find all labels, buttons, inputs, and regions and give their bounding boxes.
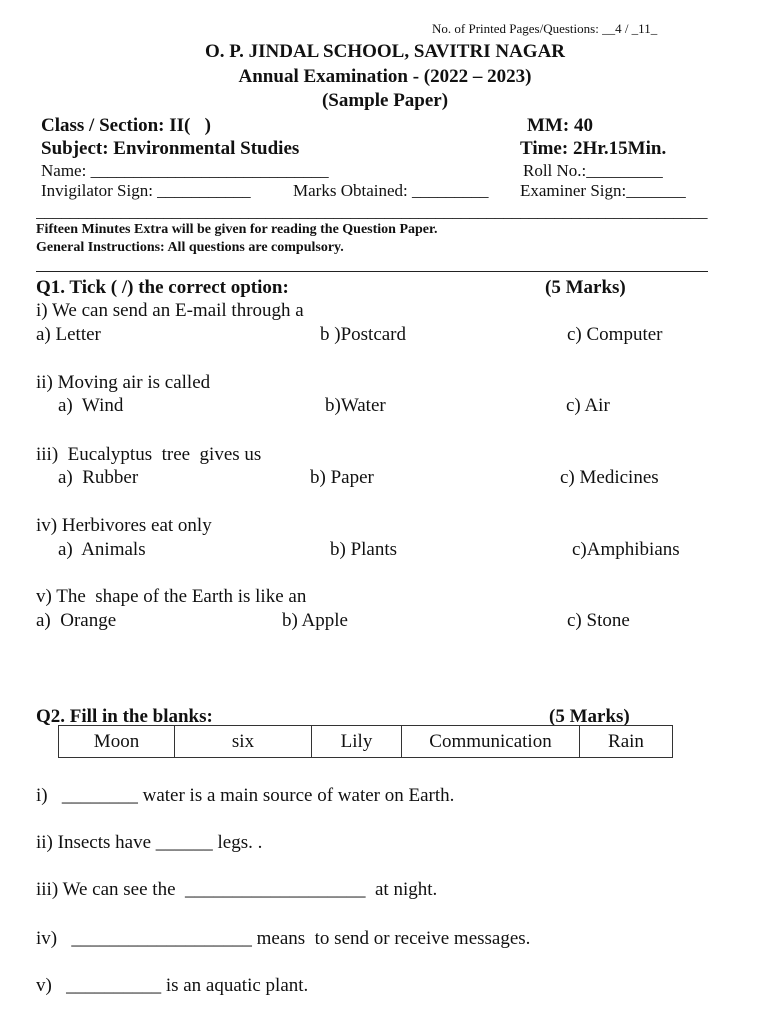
q1-question: iv) Herbivores eat only xyxy=(36,515,212,536)
q2-title: Q2. Fill in the blanks: xyxy=(36,706,213,727)
q1-option-a: a) Orange xyxy=(36,610,117,631)
max-marks: MM: 40 xyxy=(527,115,593,136)
invigilator-sign: Invigilator Sign: ___________ xyxy=(41,181,251,200)
q1-option-c: c) Air xyxy=(566,395,610,416)
q1-option-a: a) Rubber xyxy=(58,467,139,488)
q2-blank-item: iv) ___________________ means to send or receive messages. xyxy=(36,928,531,949)
q1-option-b: b) Plants xyxy=(330,539,398,560)
q1-option-c: c) Medicines xyxy=(560,467,659,488)
q2-blank-item: v) __________ is an aquatic plant. xyxy=(36,975,309,996)
extra-time-note: Fifteen Minutes Extra will be given for reading the Question Paper. xyxy=(36,222,438,237)
exam-time: Time: 2Hr.15Min. xyxy=(520,138,667,159)
word-bank-cell: Rain xyxy=(580,726,673,758)
q1-option-a: a) Animals xyxy=(58,539,146,560)
q1-option-b: b)Water xyxy=(325,395,386,416)
section-divider xyxy=(36,271,708,272)
q1-option-b: b )Postcard xyxy=(320,324,407,345)
q2-marks: (5 Marks) xyxy=(549,706,630,727)
general-instructions: General Instructions: All questions are compulsory. xyxy=(36,240,344,255)
word-bank-cell: Communication xyxy=(402,726,580,758)
q2-blank-item: ii) Insects have ______ legs. . xyxy=(36,832,263,853)
exam-title: Annual Examination - (2022 – 2023) xyxy=(238,66,532,87)
q1-option-b: b) Apple xyxy=(282,610,348,631)
word-bank-cell: Moon xyxy=(59,726,175,758)
subject: Subject: Environmental Studies xyxy=(41,138,300,159)
word-bank-table xyxy=(58,725,673,758)
class-section: Class / Section: II( ) xyxy=(41,115,211,136)
q1-option-c: c) Stone xyxy=(567,610,630,631)
paper-type: (Sample Paper) xyxy=(321,90,449,111)
q1-option-c: c)Amphibians xyxy=(572,539,680,560)
word-bank-cell: Lily xyxy=(312,726,402,758)
q1-option-a: a) Wind xyxy=(58,395,124,416)
q1-option-a: a) Letter xyxy=(36,324,101,345)
printed-pages-note: No. of Printed Pages/Questions: __4 / _11_ xyxy=(432,21,658,36)
q1-question: i) We can send an E-mail through a xyxy=(36,300,304,321)
q1-option-b: b) Paper xyxy=(310,467,374,488)
roll-no-field: Roll No.:_________ xyxy=(523,161,663,180)
word-bank-cell: six xyxy=(175,726,312,758)
examiner-sign: Examiner Sign:_______ xyxy=(520,181,686,200)
marks-obtained: Marks Obtained: _________ xyxy=(293,181,489,200)
name-field: Name: ____________________________ xyxy=(41,161,329,180)
q1-option-c: c) Computer xyxy=(567,324,663,345)
q1-question: ii) Moving air is called xyxy=(36,372,211,393)
q1-marks: (5 Marks) xyxy=(545,277,626,298)
school-name: O. P. JINDAL SCHOOL, SAVITRI NAGAR xyxy=(204,41,566,62)
q1-question: iii) Eucalyptus tree gives us xyxy=(36,444,262,465)
q1-title: Q1. Tick ( /) the correct option: xyxy=(36,277,289,298)
q1-question: v) The shape of the Earth is like an xyxy=(36,586,307,607)
q2-blank-item: iii) We can see the ___________________ at night. xyxy=(36,879,438,900)
q2-blank-item: i) ________ water is a main source of water on Earth. xyxy=(36,785,455,806)
separator-line: _______________________________________________________________________________ xyxy=(36,203,708,220)
